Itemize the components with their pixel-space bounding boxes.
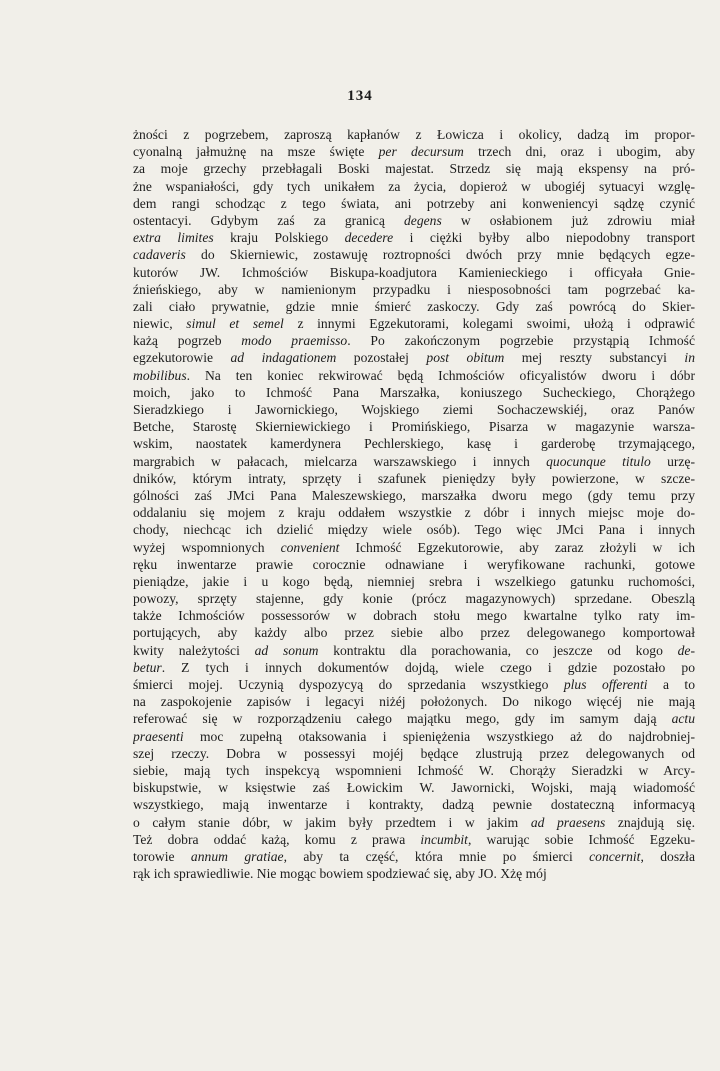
text-run: , aby ta część, która mnie po śmierci xyxy=(283,848,590,864)
text-line xyxy=(133,126,695,143)
text-run: na zaspokojenie zapisów i legacyi niżéj położonych. Do nikogo więcéj nie mają xyxy=(133,694,695,710)
text-run: w osłabionem już zdrowiu miał xyxy=(441,212,695,228)
text-run: kwity należytości xyxy=(133,642,255,658)
text-line xyxy=(133,229,695,246)
latin-phrase: ad sonum xyxy=(254,642,319,658)
text-line xyxy=(133,453,695,470)
text-line xyxy=(133,624,695,641)
text-line xyxy=(133,315,695,332)
text-run: rąk ich sprawiedliwie. Nie mogąc bowiem spodziewać się, aby JO. Xżę mój xyxy=(133,866,547,882)
text-run: śmierci mojej. Uczynią dyspozycyą do sprzedania wszystkiego xyxy=(133,677,564,692)
text-run: moich, jako to Ichmość Pana Marszałka, koniuszego Sucheckiego, Chorążego xyxy=(133,384,695,400)
text-run: trzech dni, oraz i ubogim, aby xyxy=(463,144,695,160)
latin-phrase: in xyxy=(684,350,695,366)
text-line xyxy=(133,728,695,745)
text-run: za moje grzechy przebłagali Boski majestat. Strzedz się mają ekspensy na pró- xyxy=(133,161,695,177)
text-line xyxy=(133,401,695,418)
text-line xyxy=(133,676,695,693)
text-line xyxy=(133,487,695,504)
text-run: każą pogrzeb xyxy=(133,333,242,349)
text-run: Sieradzkiego i Jawornickiego, Wojskiego ziemi Sochaczewskiéj, oraz Panów xyxy=(133,402,695,417)
text-line xyxy=(133,298,695,315)
text-run: ostentacyi. Gdybym zaś za granicą xyxy=(133,212,404,228)
text-run: . Na ten koniec rekwirować będą Ichmościów oficyalistów dworu i dóbr xyxy=(186,367,695,383)
text-run: siebie, mają tych inspekcyą wspomnieni Ichmość W. Chorąży Sieradzki w Arcy- xyxy=(133,762,695,778)
text-line xyxy=(133,762,695,779)
text-run: kraju Polskiego xyxy=(213,230,345,246)
text-line xyxy=(133,556,695,573)
latin-phrase: extra limites xyxy=(133,230,214,246)
text-run: o całym stanie dóbr, w jakim były przedtem i w jakim xyxy=(133,814,531,830)
text-run: . Z tych i innych dokumentów dojdą, wiele czego i gdzie pozostało po xyxy=(161,659,695,675)
text-run: a to xyxy=(647,677,695,692)
text-line xyxy=(133,831,695,848)
text-line xyxy=(133,573,695,590)
text-run: dników, którym intraty, sprzęty i szafunek pieniędzy były powierzone, w szcze- xyxy=(133,470,695,486)
latin-phrase: plus offerenti xyxy=(563,677,648,692)
text-line xyxy=(133,212,695,229)
text-run: egzekutorowie xyxy=(133,350,231,366)
body-text xyxy=(133,126,695,882)
text-line xyxy=(133,195,695,212)
latin-phrase: quocunque titulo xyxy=(546,453,651,469)
text-run: pozostałej xyxy=(336,350,427,366)
text-run: ręku inwentarze prawie corocznie odnawiane i weryfikowane rachunki, gotowe xyxy=(133,556,695,572)
text-run: źnieńskiego, aby w namienionym przypadku i niesposobności tam pogrzebać ka- xyxy=(133,281,695,297)
latin-phrase: actu xyxy=(671,711,695,727)
text-line xyxy=(133,349,695,366)
text-run: zali ciało prywatnie, gdzie mnie śmierć zaskoczy. Gdy zaś powrócą do Skier- xyxy=(133,298,695,314)
text-run: i ciężki byłby albo niepodobny transport xyxy=(393,230,695,246)
text-run: wskim, naostatek kamerdynera Pechlerskiego, kasę i garderobę trzymającego, xyxy=(133,436,695,452)
latin-phrase: incumbit xyxy=(420,831,468,847)
latin-phrase: annum gratiae xyxy=(190,848,284,864)
text-run: , warując sobie Ichmość Egzeku- xyxy=(467,831,695,847)
text-line xyxy=(133,745,695,762)
text-run: torowie xyxy=(133,848,191,864)
text-run: kontraktu dla porachowania, co jeszcze od kogo xyxy=(318,642,678,658)
text-run: , doszła xyxy=(640,848,695,864)
text-run: wyżej wspomnionych xyxy=(133,539,281,555)
text-run: dem rangi schodząc z tego świata, ani potrzeby ani konweniencyi sądzę czynić xyxy=(133,195,695,211)
text-line xyxy=(133,521,695,538)
text-line xyxy=(133,246,695,263)
text-line xyxy=(133,814,695,831)
text-run: gólności zaś JMci Pana Maleszewskiego, marszałka dworu mego (gdy temu przy xyxy=(133,487,695,503)
text-line xyxy=(133,367,695,384)
text-line xyxy=(133,865,695,882)
latin-phrase: concernit xyxy=(589,848,641,864)
latin-phrase: modo praemisso xyxy=(241,333,348,349)
latin-phrase: betur xyxy=(133,659,162,675)
text-run: biskupstwie, w księstwie zaś Łowickim W. Jawornicki, Wojski, mają wiadomość xyxy=(133,780,695,796)
text-line xyxy=(133,607,695,624)
text-line xyxy=(133,332,695,349)
text-line xyxy=(133,470,695,487)
text-line xyxy=(133,659,695,676)
text-line xyxy=(133,384,695,401)
text-run: referować się w rozporządzeniu całego majątku mego, gdy im samym dają xyxy=(133,711,672,727)
text-line xyxy=(133,281,695,298)
text-run: oddalaniu się mojem z kraju oddałem wszystkie z dóbr i innych miejsc moje do- xyxy=(133,505,695,521)
latin-phrase: mobilibus xyxy=(133,367,187,383)
text-run: szej rzeczy. Dobra w possessyi mojéj będące zlustrują przez delegowanych od xyxy=(133,745,695,761)
text-line xyxy=(133,539,695,556)
latin-phrase: per decursum xyxy=(378,144,464,160)
text-run: Też dobra oddać każą, komu z prawa xyxy=(133,831,421,847)
text-run: Betche, Starostę Skierniewickiego i Promińskiego, Pisarza w magazynie warsza- xyxy=(133,419,695,435)
text-line xyxy=(133,693,695,710)
text-line xyxy=(133,642,695,659)
text-run: powozy, sprzęty stajenne, gdy konie (prócz magazynowych) sprzedane. Obeszlą xyxy=(133,591,695,607)
text-line xyxy=(133,264,695,281)
text-run: mej reszty substancyi xyxy=(504,350,685,366)
text-run: pieniądze, jakie i u kogo będą, niemniej srebra i wszelkiego gatunku ruchomości, xyxy=(133,573,695,589)
text-run: urzę- xyxy=(650,453,695,469)
latin-phrase: simul et semel xyxy=(186,316,284,332)
text-line xyxy=(133,779,695,796)
text-run: chody, niechcąc ich dzielić między wiele osób). Tego więc JMci Pana i innych xyxy=(133,522,695,538)
text-run: moc zupełną otaksowania i spieniężenia wszystkiego aż do najdrobniej- xyxy=(183,728,695,744)
text-line xyxy=(133,143,695,160)
latin-phrase: ad indagationem xyxy=(230,350,337,366)
latin-phrase: degens xyxy=(403,212,442,228)
latin-phrase: cadaveris xyxy=(133,247,186,263)
text-run: żności z pogrzebem, zaproszą kapłanów z Łowicza i okolicy, dadzą im propor- xyxy=(133,127,695,142)
text-run: także Ichmościów possessorów w dobrach stołu mego kwartalne tylko raty im- xyxy=(133,608,695,624)
text-line xyxy=(133,178,695,195)
text-line xyxy=(133,418,695,435)
text-run: wszystkiego, mają inwentarze i kontrakty, dadzą pewnie dostateczną informacyą xyxy=(133,797,695,813)
text-line xyxy=(133,710,695,727)
text-run: kutorów JW. Ichmościów Biskupa-koadjutora Kamienieckiego i officyała Gnie- xyxy=(133,264,695,280)
latin-phrase: decedere xyxy=(344,230,394,246)
text-run: margrabich w pałacach, mielcarza warszawskiego i innych xyxy=(133,453,547,469)
text-run: do Skierniewic, zostawuję roztropności dwóch przy mnie będących egze- xyxy=(185,247,695,263)
text-run: znajdują się. xyxy=(605,814,695,830)
text-line xyxy=(133,504,695,521)
text-line xyxy=(133,160,695,177)
text-run: niewic, xyxy=(133,316,187,332)
text-line xyxy=(133,435,695,452)
page-number: 134 xyxy=(347,88,373,104)
latin-phrase: de- xyxy=(677,642,695,658)
text-run: cyonalną jałmużnę na msze święte xyxy=(133,144,379,160)
text-run: z innymi Egzekutorami, kolegami swoimi, ułożą i odprawić xyxy=(283,316,695,332)
text-line xyxy=(133,848,695,865)
latin-phrase: ad praesens xyxy=(530,814,606,830)
text-line xyxy=(133,796,695,813)
text-run: . Po zakończonym pogrzebie przystąpią Ichmość xyxy=(347,333,695,349)
latin-phrase: praesenti xyxy=(133,728,184,744)
text-line xyxy=(133,590,695,607)
text-run: portujących, aby każdy albo przez siebie albo przez delegowanego komportował xyxy=(133,625,695,641)
latin-phrase: post obitum xyxy=(426,350,505,366)
text-run: żne wspaniałości, gdy tych unikałem za życia, dopieroż w ubogiéj sytuacyi wzglę- xyxy=(133,178,695,194)
text-run: Ichmość Egzekutorowie, aby zaraz złożyli w ich xyxy=(339,539,695,555)
latin-phrase: convenient xyxy=(280,539,340,555)
